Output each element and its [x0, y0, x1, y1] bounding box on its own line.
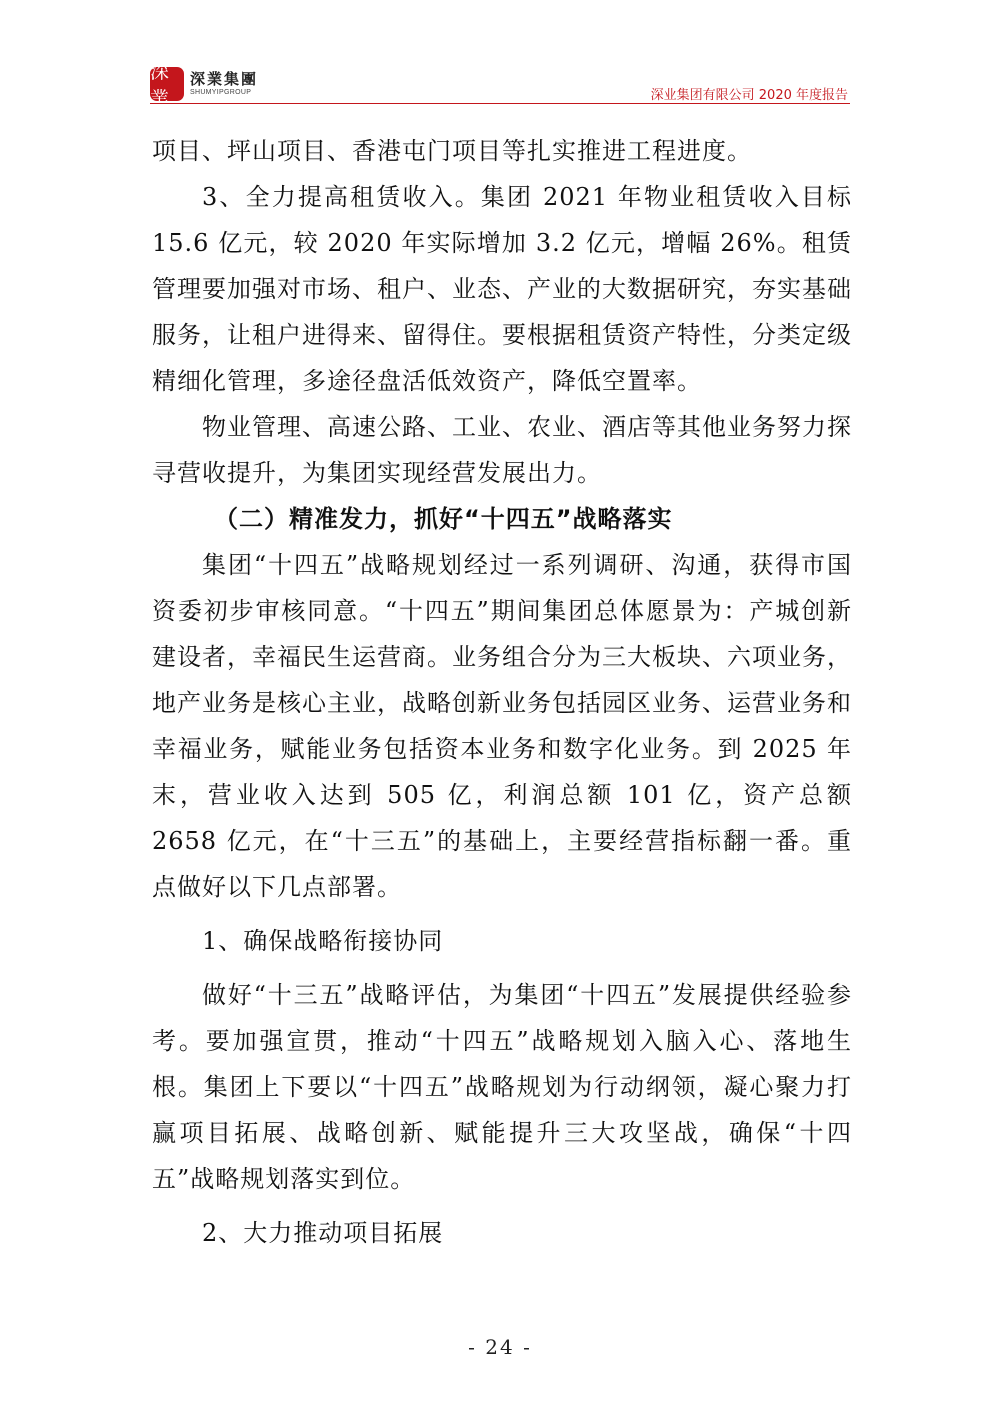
page-number: - 24 -: [468, 1335, 532, 1359]
spacer: [152, 964, 852, 972]
logo-seal-icon: 深業: [150, 67, 184, 101]
spacer: [152, 1202, 852, 1210]
paragraph-continuation: 项目、坪山项目、香港屯门项目等扎实推进工程进度。: [152, 137, 752, 165]
subheading-project-expansion: 2、大力推动项目拓展: [202, 1219, 444, 1247]
paragraph-strategy-coordination: 做好“十三五”战略评估，为集团“十四五”发展提供经验参考。要加强宣贯，推动“十四五”战略规划入脑入心、落地生根。集团上下要以“十四五”战略规划为行动纲领，凝心聚力打赢项目拓展、战略创新、赋能提升三大攻坚战，确保“十四五”战略规划落实到位。: [152, 981, 852, 1193]
paragraph-other-business: 物业管理、高速公路、工业、农业、酒店等其他业务努力探寻营收提升，为集团实现经营发展出力。: [152, 413, 852, 487]
logo-english-name: SHUMYIPGROUP: [190, 89, 252, 96]
logo-chinese-name: 深業集團: [190, 70, 259, 88]
paragraph-rental-income: 3、全力提高租赁收入。集团 2021 年物业租赁收入目标 15.6 亿元，较 2020 年实际增加 3.2 亿元，增幅 26%。租赁管理要加强对市场、租户、业态、产业的大数据研究，夯实基础服务，让租户进得来、留得住。要根据租赁资产特性，分类定级精细化管理，多途径盘活低效资产，降低空置率。: [152, 183, 852, 395]
document-body: [152, 128, 852, 1256]
header-divider: [150, 103, 850, 104]
paragraph-strategy-overview: 集团“十四五”战略规划经过一系列调研、沟通，获得市国资委初步审核同意。“十四五”期间集团总体愿景为：产城创新建设者，幸福民生运营商。业务组合分为三大板块、六项业务，地产业务是核心主业，战略创新业务包括园区业务、运营业务和幸福业务，赋能业务包括资本业务和数字化业务。到 2025 年末，营业收入达到 505 亿，利润总额 101 亿，资产总额 2658 亿元，在“十三五”的基础上，主要经营指标翻一番。重点做好以下几点部署。: [152, 551, 852, 901]
subheading-strategy-coordination: 1、确保战略衔接协同: [202, 927, 444, 955]
logo-wordmark: [190, 71, 258, 97]
report-title: 深业集团有限公司 2020 年度报告: [650, 88, 848, 103]
spacer: [152, 910, 852, 918]
section-heading: （二）精准发力，抓好“十四五”战略落实: [214, 505, 673, 533]
company-logo: [150, 61, 259, 110]
